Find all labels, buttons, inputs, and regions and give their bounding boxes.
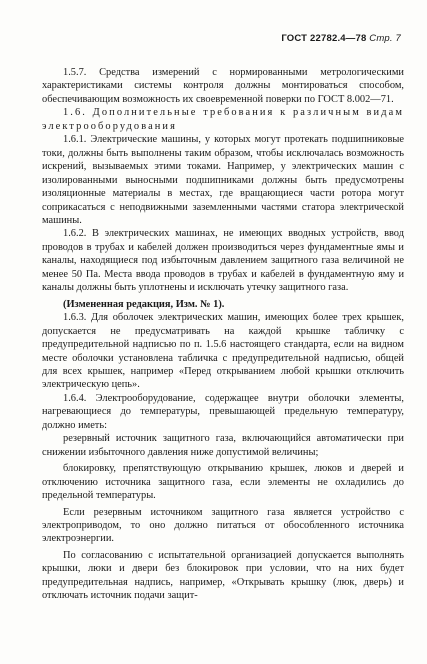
page-number: Стр. 7: [369, 33, 401, 44]
page-header: [281, 33, 401, 44]
paragraph-agreement-no-interlock: По согласованию с испытательной организацией допускается выполнять крышки, люки и двери без блокировок при условии, что на них будет предупредительная надпись, например, «Открывать крышку (люк, дверь) и отключать источник подачи защит-: [42, 549, 404, 602]
paragraph-1-5-7: 1.5.7. Средства измерений с нормированными метрологическими характеристиками системы контроля должны монтироваться способом, обеспечивающим возможность их своевременной поверки по ГОСТ 8.002—71.: [42, 67, 404, 105]
paragraph-1-6-4: 1.6.4. Электрооборудование, содержащее внутри оболочки элементы, нагревающиеся до температуры, превышающей предельную температуру, должно иметь:: [42, 392, 404, 431]
section-heading-1-6: 1.6. Дополнительные требования к различным видам электрооборудования: [42, 107, 404, 132]
document-body: [42, 66, 404, 603]
paragraph-1-6-2: 1.6.2. В электрических машинах, не имеющих вводных устройств, ввод проводов в трубах и кабелей должен производиться через фундаментные ямы и каналы, находящиеся под избыточным давлением защитного газа величиной не менее 50 Па. Места ввода проводов в трубах и кабелей в фундаментную яму и каналы должны быть уплотнены и исключать утечку защитного газа.: [42, 228, 404, 294]
paragraph-reserve-electric-drive: Если резервным источником защитного газа является устройство с электроприводом, то оно должно питаться от обособленного источника электроэнергии.: [42, 506, 404, 545]
list-item-reserve-source: резервный источник защитного газа, включающийся автоматически при снижении избыточного давления ниже допустимой величины;: [42, 433, 404, 458]
paragraph-1-6-3: 1.6.3. Для оболочек электрических машин, имеющих более трех крышек, допускается не предусматривать на каждой крышке табличку с предупредительной надписью по п. 1.5.6 настоящего стандарта, если на видном месте оболочки установлена табличка с предупредительной надписью, общей для всех крышек, например «Перед открыванием любой крышки отключить электрическую цепь».: [42, 312, 404, 391]
list-item-interlock: блокировку, препятствующую открыванию крышек, люков и дверей и отключению источника защитного газа, если элементы не охладились до предельной температуры.: [42, 463, 404, 502]
standard-number: ГОСТ 22782.4—78: [281, 33, 367, 44]
amendment-note: (Измененная редакция, Изм. № 1).: [63, 298, 225, 310]
paragraph-1-6-1: 1.6.1. Электрические машины, у которых могут протекать подшипниковые токи, должны быть выполнены таким образом, чтобы исключалась возможность искрений, вызываемых этими токами. Например, у электрических машин с изолированными выносными подшипниками должны быть предусмотрены изоляционные материалы в местах, где вращающиеся части ротора могут соприкасаться с неподвижными заземленными частями статора электрической машины.: [42, 134, 404, 226]
